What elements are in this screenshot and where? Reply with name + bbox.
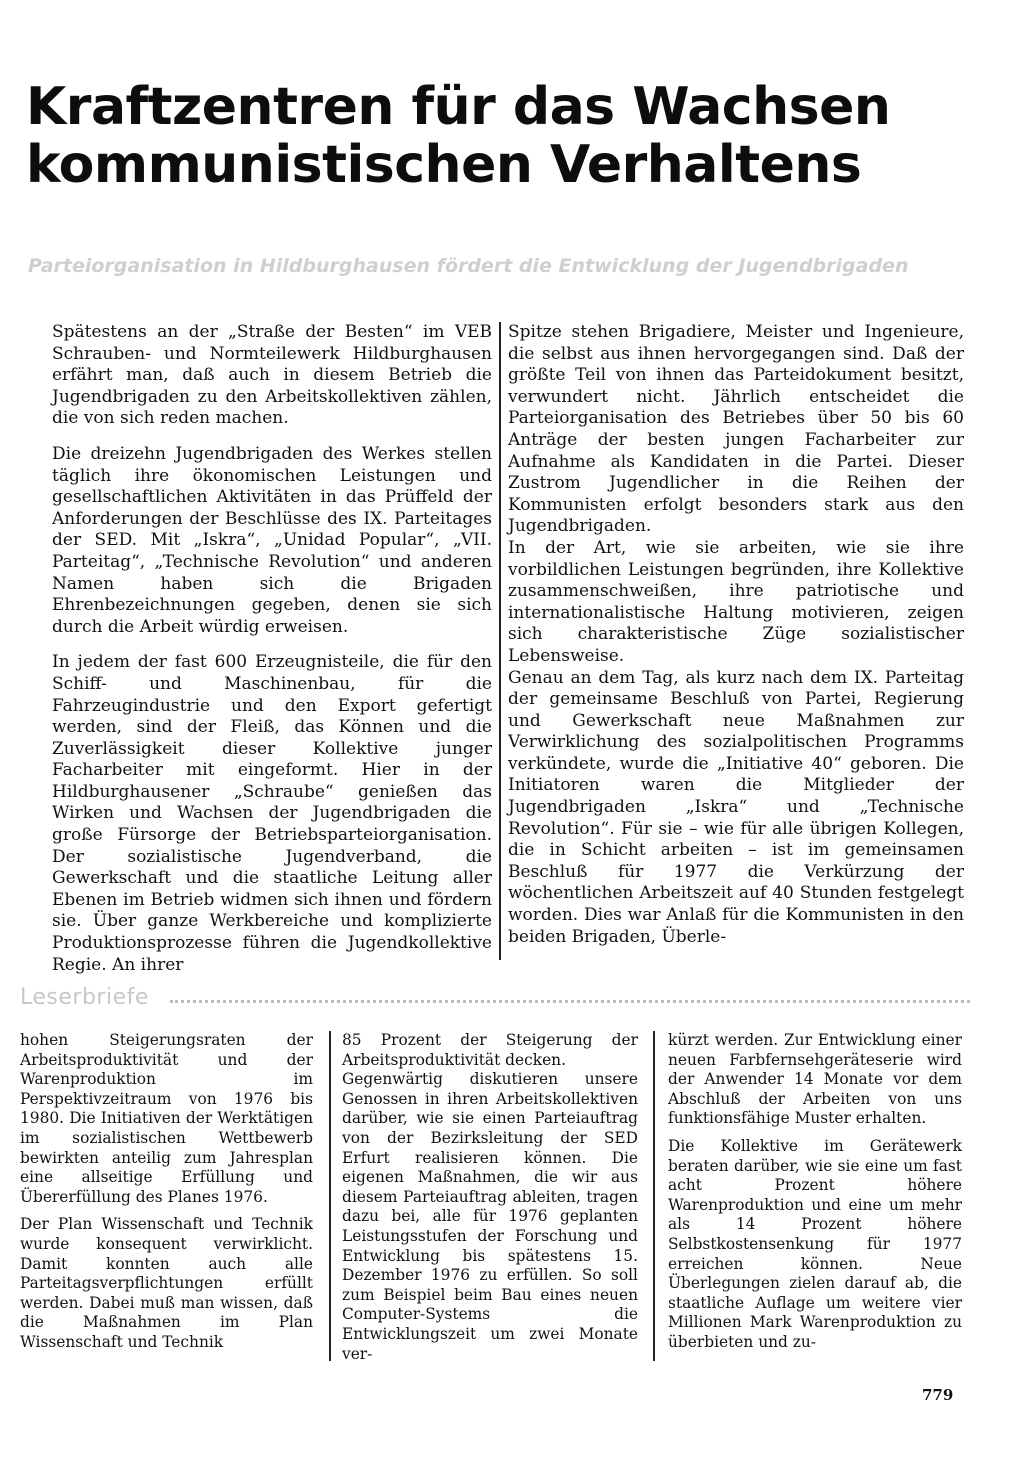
section-divider [170, 1000, 970, 1003]
article-paragraph: In der Art, wie sie arbeiten, wie sie ihre vorbildlichen Leistungen begründen, ihre Kollektive zusammenschweißen, ihre patriotische und internationalistische Haltung motivieren, zeigen sich charakteristische Züge sozialistischer Lebensweise. [508, 537, 964, 666]
column-divider [329, 1031, 331, 1361]
letters-column-3 [668, 1031, 962, 1361]
letters-paragraph: Gegenwärtig diskutieren unsere Genossen in ihren Arbeitskollektiven darüber, wie sie einen Parteiauftrag von der Bezirksleitung der SED Erfurt realisieren können. Die eigenen Maßnahmen, die wir aus diesem Parteiauftrag ableiten, tragen dazu bei, alle für 1976 geplanten Leistungsstufen der Forschung und Entwicklung bis spätestens 15. Dezember 1976 zu erfüllen. So soll zum Beispiel beim Bau eines neuen Computer-Systems die Entwicklungszeit um zwei Monate ver- [342, 1070, 638, 1363]
article-paragraph: Spitze stehen Brigadiere, Meister und Ingenieure, die selbst aus ihnen hervorgegangen sind. Daß der größte Teil von ihnen das Parteidokument besitzt, verwundert nicht. Jährlich entscheidet die Parteiorganisation des Betriebes über 50 bis 60 Anträge der besten jungen Facharbeiter zur Aufnahme als Kandidaten in die Partei. Dieser Zustrom Jugendlicher in die Reihen der Kommunisten erfolgt besonders stark aus den Jugendbrigaden. [508, 322, 964, 537]
page-number: 779 [922, 1386, 954, 1404]
column-divider [499, 322, 501, 960]
article-column-left [52, 322, 492, 990]
letters-paragraph: hohen Steigerungsraten der Arbeitsproduktivität und der Warenproduktion im Perspektivzeitraum von 1976 bis 1980. Die Initiativen der Werktätigen im sozialistischen Wettbewerb bewirkten anteilig zum Jahresplan eine allseitige Erfüllung und Übererfüllung des Planes 1976. [20, 1031, 313, 1206]
section-label-leserbriefe: Leserbriefe [20, 985, 149, 1010]
letters-paragraph: Die Kollektive im Gerätewerk beraten darüber, wie sie eine um fast acht Prozent höhere Warenproduktion und eine um mehr als 14 Prozent höhere Selbstkostensenkung für 1977 erreichen können. Neue Überlegungen zielen darauf ab, die staatliche Auflage um weitere vier Millionen Mark Warenproduktion zu überbieten und zu- [668, 1136, 962, 1351]
headline-line-2: kommunistischen Verhaltens [26, 135, 862, 195]
letters-paragraph: Der Plan Wissenschaft und Technik wurde konsequent verwirklicht. Damit konnten auch alle Parteitagsverpflichtungen erfüllt werden. Dabei muß man wissen, daß die Maßnahmen im Plan Wissenschaft und Technik [20, 1215, 313, 1351]
letters-paragraph: 85 Prozent der Steigerung der Arbeitsproduktivität decken. [342, 1031, 638, 1069]
article-paragraph: Die dreizehn Jugendbrigaden des Werkes stellen täglich ihre ökonomischen Leistungen und gesellschaftlichen Aktivitäten in das Prüffeld der Anforderungen der Beschlüsse des IX. Parteitages der SED. Mit „Iskra“, „Unidad Popular“, „VII. Parteitag“, „Technische Revolution“ und anderen Namen haben sich die Brigaden Ehrenbezeichnungen gegeben, denen sie sich durch die Arbeit würdig erweisen. [52, 443, 492, 637]
article-paragraph: Genau an dem Tag, als kurz nach dem IX. Parteitag der gemeinsame Beschluß von Partei, Regierung und Gewerkschaft neue Maßnahmen zur Verwirklichung des sozialpolitischen Programms verkündete, wurde die „Initiative 40“ geboren. Die Initiatoren waren die Mitglieder der Jugendbrigaden „Iskra“ und „Technische Revolution“. Für sie – wie für alle übrigen Kollegen, die in Schicht arbeiten – ist im gemeinsamen Beschluß für 1977 die Verkürzung der wöchentlichen Arbeitszeit auf 40 Stunden festgelegt worden. Dies war Anlaß für die Kommunisten in den beiden Brigaden, Überle- [508, 667, 964, 947]
article-column-right [508, 322, 964, 948]
headline-line-1: Kraftzentren für das Wachsen [26, 77, 891, 137]
letters-paragraph: kürzt werden. Zur Entwicklung einer neuen Farbfernsehgeräteserie wird der Anwender 14 Monate vor dem Abschluß der Arbeiten von uns funktionsfähige Muster erhalten. [668, 1031, 962, 1128]
article-subtitle: Parteiorganisation in Hildburghausen fördert die Entwicklung der Jugendbrigaden [28, 255, 909, 277]
article-headline [26, 78, 1006, 194]
article-paragraph: In jedem der fast 600 Erzeugnisteile, die für den Schiff- und Maschinenbau, für die Fahrzeugindustrie und den Export gefertigt werden, sind der Fleiß, das Können und die Zuverlässigkeit dieser Kollektive junger Facharbeiter mit eingeformt. Hier in der Hildburghausener „Schraube“ genießen das Wirken und Wachsen der Jugendbrigaden die große Fürsorge der Betriebsparteiorganisation. Der sozialistische Jugendverband, die Gewerkschaft und die staatliche Leitung aller Ebenen im Betrieb widmen sich ihnen und fördern sie. Über ganze Werkbereiche und komplizierte Produktionsprozesse führen die Jugendkollektive Regie. An ihrer [52, 652, 492, 975]
column-divider [653, 1031, 655, 1361]
article-paragraph: Spätestens an der „Straße der Besten“ im VEB Schrauben- und Normteilewerk Hildburghausen erfährt man, daß auch in diesem Betrieb die Jugendbrigaden zu den Arbeitskollektiven zählen, die von sich reden machen. [52, 322, 492, 429]
letters-column-2 [342, 1031, 638, 1372]
letters-column-1 [20, 1031, 313, 1361]
